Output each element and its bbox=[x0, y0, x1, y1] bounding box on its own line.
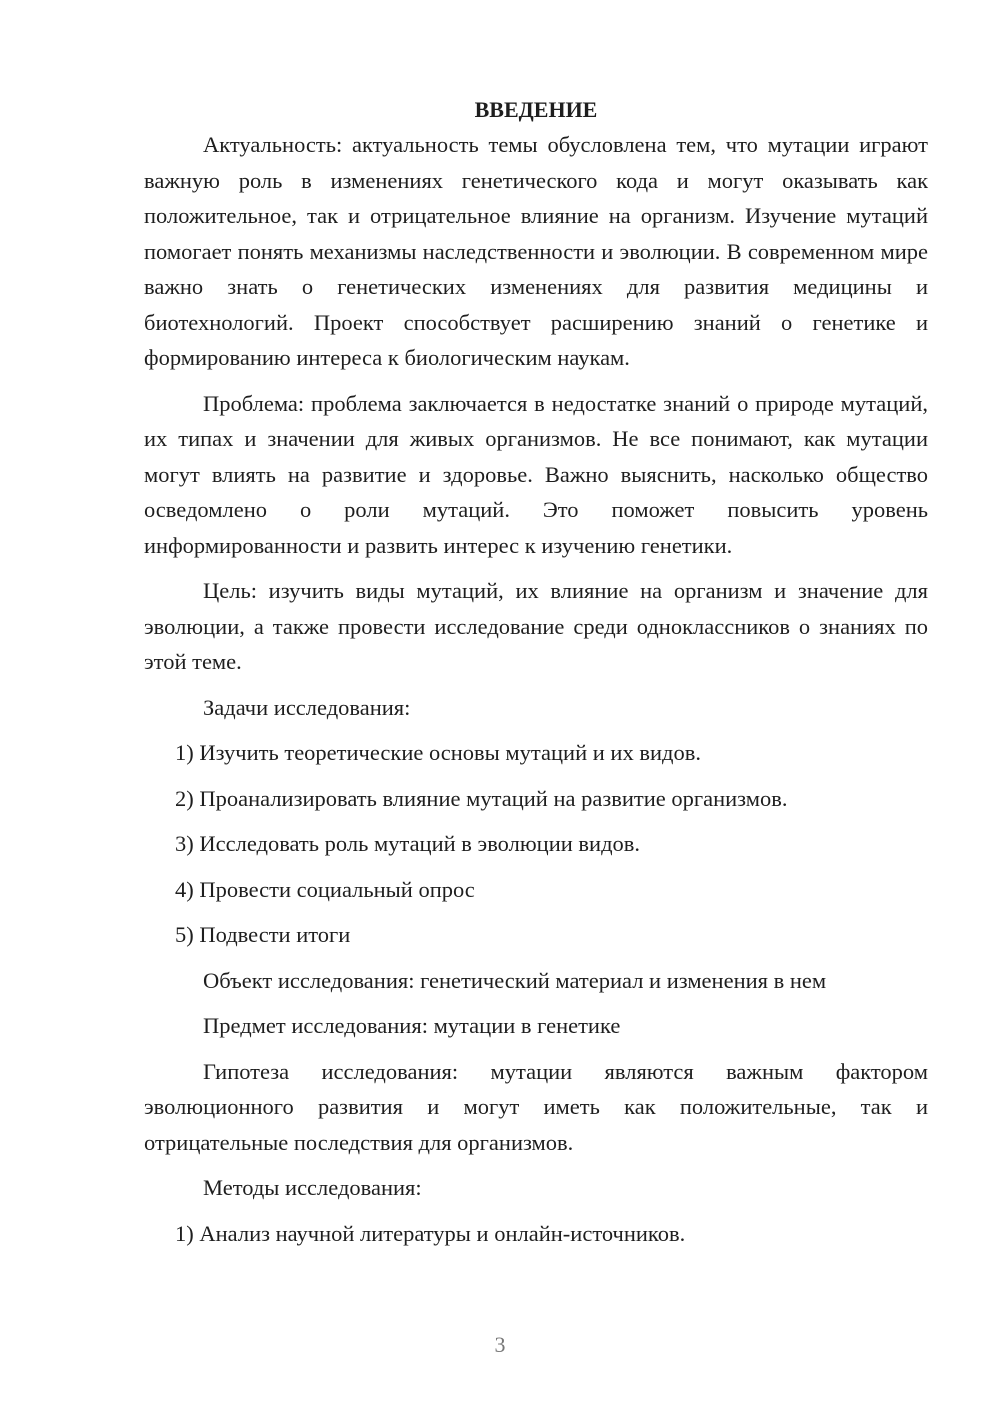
task-item: 1) Изучить теоретические основы мутаций и их видов. bbox=[175, 740, 701, 765]
research-object: Объект исследования: генетический материал и изменения в нем bbox=[203, 967, 827, 993]
document-page bbox=[144, 94, 928, 1251]
task-item: 5) Подвести итоги bbox=[175, 922, 351, 947]
goal-paragraph: Цель: изучить виды мутаций, их влияние на организм и значение для эволюции, а также провести исследование среди одноклассников о знаниях по этой теме. bbox=[144, 578, 928, 674]
research-subject: Предмет исследования: мутации в генетике bbox=[203, 1013, 621, 1038]
tasks-heading: Задачи исследования: bbox=[203, 694, 411, 720]
hypothesis-paragraph: Гипотеза исследования: мутации являются важным фактором эволюционного развития и могут иметь как положительные, так и отрицательные последствия для организмов. bbox=[144, 1058, 928, 1155]
method-item: 1) Анализ научной литературы и онлайн-источников. bbox=[175, 1220, 686, 1246]
section-title: ВВЕДЕНИЕ bbox=[474, 97, 598, 122]
task-item: 4) Провести социальный опрос bbox=[175, 876, 475, 902]
problem-paragraph: Проблема: проблема заключается в недостатке знаний о природе мутаций, их типах и значении для живых организмов. Не все понимают, как мутации могут влиять на развитие и здоровье. Важно выяснить, насколько общество осведомлено о роли мутаций. Это поможет повысить уровень информированности и развить интерес к изучению генетики. bbox=[144, 390, 928, 558]
methods-heading: Методы исследования: bbox=[203, 1175, 422, 1200]
page-number: 3 bbox=[494, 1332, 506, 1357]
task-item: 3) Исследовать роль мутаций в эволюции видов. bbox=[175, 831, 641, 856]
task-item: 2) Проанализировать влияние мутаций на развитие организмов. bbox=[175, 785, 788, 811]
relevance-paragraph: Актуальность: актуальность темы обусловлена тем, что мутации играют важную роль в изменениях генетического кода и могут оказывать как положительное, так и отрицательное влияние на организм. Изучение мутаций помогает понять механизмы наследственности и эволюции. В современном мире важно знать о генетических изменениях для развития медицины и биотехнологий. Проект способствует расширению знаний о генетике и формированию интереса к биологическим наукам. bbox=[144, 132, 928, 370]
